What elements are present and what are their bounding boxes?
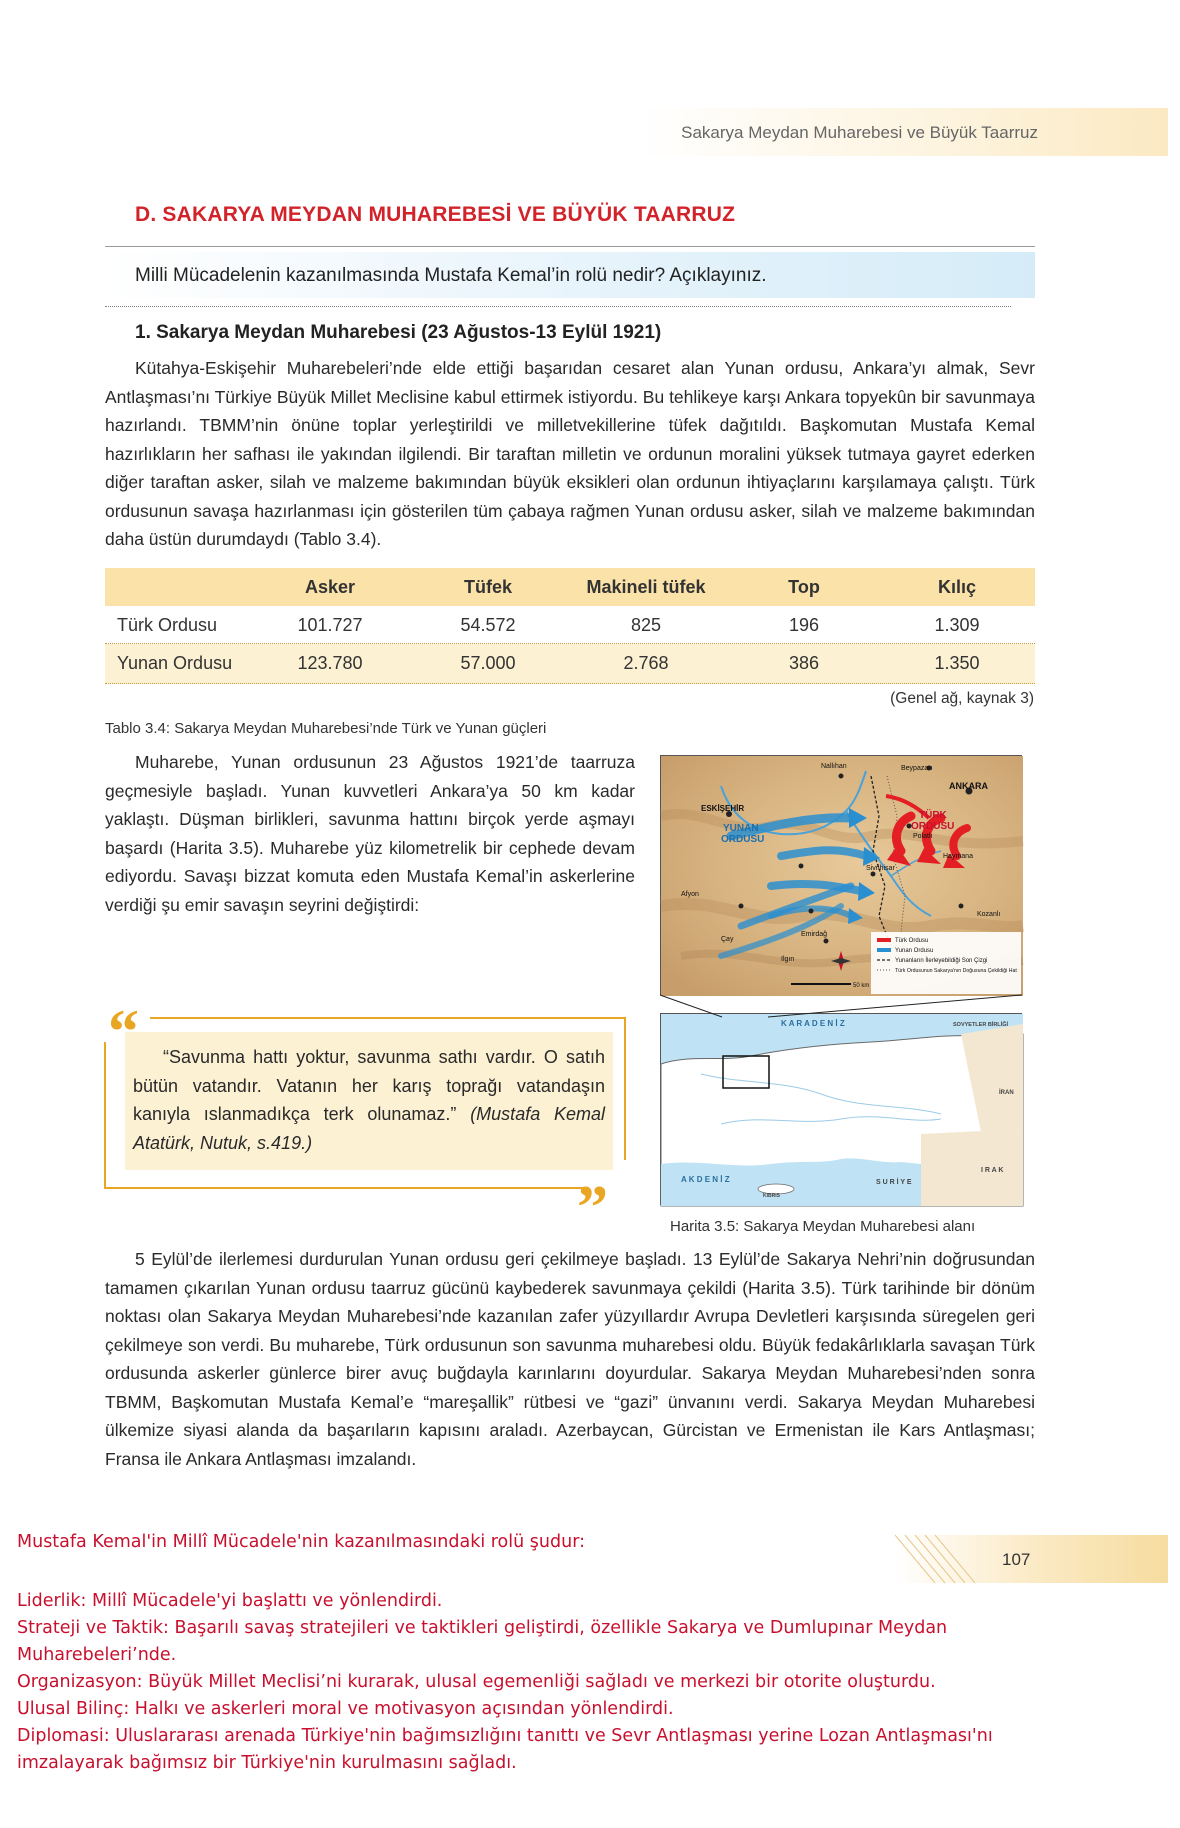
table-cell: 123.780	[297, 653, 363, 673]
map-label-kozanli: Kozanlı	[977, 911, 1001, 918]
divider	[105, 246, 1035, 247]
answer-line: Ulusal Bilinç: Halkı ve askerleri moral ve motivasyon açısından yönlendirdi.	[17, 1699, 674, 1719]
table-cell: 101.727	[297, 615, 363, 635]
map-label-nallihan: Nallıhan	[821, 763, 847, 770]
battle-map	[660, 755, 1022, 995]
turkey-inset-map	[660, 1013, 1022, 1205]
map-label-sivrihisar: Sivrihisar	[866, 865, 895, 872]
table-cell: 1.350	[934, 653, 980, 673]
battle-map-graphic	[661, 756, 1023, 996]
map-label-ilgin: Ilgın	[781, 956, 795, 963]
table-cell: 1.309	[934, 615, 980, 635]
table-row	[105, 644, 1035, 684]
close-quote-icon: ”	[577, 1174, 608, 1242]
page-tab-lines	[895, 1535, 1168, 1583]
legend-last-line: Yunanların İlerleyebildiği Son Çizgi	[895, 958, 988, 964]
inset-label-irak: I R A K	[981, 1167, 1004, 1174]
table-cell: 386	[788, 653, 820, 673]
legend-yunan: Yunan Ordusu	[895, 948, 934, 954]
running-header: Sakarya Meydan Muharebesi ve Büyük Taarruz	[681, 123, 1038, 142]
answer-line: Muharebeleri’nde.	[17, 1645, 177, 1665]
map-label-eskisehir: ESKİŞEHİR	[701, 804, 745, 813]
table-caption: Tablo 3.4: Sakarya Meydan Muharebesi’nde Türk ve Yunan güçleri	[105, 720, 547, 737]
forces-table	[105, 568, 1035, 688]
divider	[105, 306, 1011, 307]
quote-body: “Savunma hattı yoktur, savunma sathı vardır. O satıh bütün vatandır. Vatanın her karış toprağı vatandaşın kanıyla ıslanmadıkça terk olunamaz.”	[133, 1047, 605, 1125]
section-title: D. SAKARYA MEYDAN MUHAREBESİ VE BÜYÜK TAARRUZ	[135, 203, 736, 226]
map-label-cay: Çay	[721, 936, 734, 943]
paragraph-battle: Muharebe, Yunan ordusunun 23 Ağustos 1921’de taarruza geçmesiyle başladı. Yunan kuvvetleri Ankara’ya 50 km kadar yaklaştı. Düşman birlikleri, savunma hattını birçok yerde aşmayı başardı (Harita 3.5). Muharebe yüz kilometrelik bir cephede devam ediyordu. Savaşı bizzat komuta eden Mustafa Kemal’in askerlerine verdiği şu emir savaşın seyrini değiştirdi:	[105, 752, 635, 915]
map-label-polatli: Polatlı	[913, 833, 933, 840]
answer-intro: Mustafa Kemal'in Millî Mücadele'nin kazanılmasındaki rolü şudur:	[17, 1532, 585, 1552]
table-cell: 54.572	[460, 615, 516, 635]
answer-line: Strateji ve Taktik: Başarılı savaş stratejileri ve taktikleri geliştirdi, özellikle Sakarya ve Dumlupınar Meydan	[17, 1618, 948, 1638]
answer-line: Organizasyon: Büyük Millet Meclisi’ni kurarak, ulusal egemenliği sağladı ve merkezi bir otorite oluşturdu.	[17, 1672, 936, 1692]
table-cell: Yunan Ordusu	[117, 653, 233, 673]
question-text: Milli Mücadelenin kazanılmasında Mustafa Kemal’in rolü nedir? Açıklayınız.	[135, 265, 767, 286]
table-cell: 57.000	[460, 653, 516, 673]
map-connector-lines	[660, 995, 1022, 1017]
map-label-turk-ordusu: ORDUSU	[911, 821, 955, 832]
map-label-haymana: Haymana	[943, 853, 973, 860]
answer-line: imzalayarak bağımsız bir Türkiye'nin kurulmasını sağladı.	[17, 1753, 517, 1773]
map-caption: Harita 3.5: Sakarya Meydan Muharebesi alanı	[670, 1218, 976, 1235]
quote-text	[133, 1043, 605, 1157]
table-cell: 196	[788, 615, 820, 635]
table-row	[105, 606, 1035, 644]
subsection-title: 1. Sakarya Meydan Muharebesi (23 Ağustos-13 Eylül 1921)	[135, 322, 662, 343]
page-number: 107	[1002, 1550, 1031, 1569]
table-header-cell: Top	[788, 577, 820, 597]
map-label-beypazari: Beypazarı	[901, 765, 933, 772]
map-scale: 50 km	[853, 983, 870, 989]
map-label-ankara: ANKARA	[949, 781, 988, 791]
inset-label-iran: İRAN	[999, 1090, 1014, 1096]
quote-citation: (Mustafa Kemal Atatürk, Nutuk, s.419.)	[133, 1104, 605, 1153]
inset-label-karadeniz: K A R A D E N İ Z	[781, 1019, 845, 1028]
table-cell: 2.768	[623, 653, 669, 673]
legend-turk: Türk Ordusu	[895, 938, 929, 944]
inset-map-graphic	[661, 1014, 1023, 1206]
legend-swatch-yunan	[877, 948, 891, 952]
answer-line: Liderlik: Millî Mücadele'yi başlattı ve yönlendirdi.	[17, 1591, 443, 1611]
paragraph-intro: Kütahya-Eskişehir Muharebeleri’nde elde ettiği başarıdan cesaret alan Yunan ordusu, Ankara’yı almak, Sevr Antlaşması’nı Türkiye Büyük Millet Meclisine kabul ettirmek istiyordu. Bu tehlikeye karşı Ankara topyekûn bir savunmaya hazırlandı. TBMM’nin önüne toplar yerleştirildi ve milletvekillerine tüfek dağıtıldı. Başkomutan Mustafa Kemal hazırlıkların her safhası ile yakından ilgilendi. Bir taraftan milletin ve ordunun moralini yüksek tutmaya gayret ederken diğer taraftan asker, silah ve malzeme bakımından büyük eksikleri olan ordunun ihtiyaçlarını karşılamaya çalıştı. Türk ordusunun savaşa hazırlanması için gösterilen tüm çabaya rağmen Yunan ordusu asker, silah ve malzeme bakımından daha üstün durumdaydı (Tablo 3.4).	[105, 358, 1035, 549]
inset-label-suriye: S U R İ Y E	[876, 1179, 912, 1186]
legend-withdraw-line: Türk Ordusunun Sakarya'nın Doğusuna Çekildiği Hat	[895, 968, 1017, 974]
answer-line: Diplomasi: Uluslararası arenada Türkiye'nin bağımsızlığını tanıttı ve Sevr Antlaşması yerine Lozan Antlaşması'nı	[17, 1726, 993, 1746]
map-label-turk: TÜRK	[919, 810, 947, 821]
map-label-emirdag: Emirdağ	[801, 931, 828, 938]
open-quote-icon: “	[108, 998, 139, 1066]
table-header-cell: Asker	[304, 577, 356, 597]
legend-swatch-turk	[877, 938, 891, 942]
inset-label-akdeniz: A K D E N İ Z	[681, 1175, 730, 1184]
inset-label-sovyetler: SOVYETLER BİRLİĞİ	[953, 1022, 1009, 1028]
table-header-cell: Kılıç	[937, 577, 977, 597]
paragraph-outcome: 5 Eylül’de ilerlemesi durdurulan Yunan ordusu geri çekilmeye başladı. 13 Eylül’de Sakarya Nehri’nin doğrusundan tamamen çıkarılan Yunan ordusu taarruz gücünü kaybederek savunmaya çekildi (Harita 3.5). Türk tarihinde bir dönüm noktası olan Sakarya Meydan Muharebesi’nde kazanılan zafer yüzyıllardır Avrupa Devletleri karşısında süregelen geri çekilmeye son verdi. Bu muharebe, Türk ordusunun son savunma muharebesi oldu. Büyük fedakârlıklarla savaşan Türk ordusunda askerler günlerce birer avuç buğdayla karınlarını doyurdular. Sakarya Meydan Muharebesi’nden sonra TBMM, Başkomutan Mustafa Kemal’e “mareşallik” rütbesi ve “gazi” ünvanını verdi. Sakarya Meydan Muharebesi ülkemize siyasi alanda da başarıların kapısını araladı. Azerbaycan, Gürcistan ve Ermenistan ile Kars Antlaşması; Fransa ile Ankara Antlaşması imzalandı.	[105, 1249, 1035, 1469]
table-source: (Genel ağ, kaynak 3)	[890, 690, 1034, 707]
table-cell: Türk Ordusu	[117, 615, 218, 635]
map-label-afyon: Afyon	[681, 891, 699, 898]
table-header-cell: Makineli tüfek	[586, 577, 706, 597]
table-header-row	[105, 568, 1035, 606]
map-label-ordusu: ORDUSU	[721, 834, 765, 845]
table-header-cell: Tüfek	[463, 577, 513, 597]
map-label-yunan: YUNAN	[723, 823, 759, 834]
inset-label-kibris: KIBRIS	[763, 1193, 780, 1199]
table-cell: 825	[630, 615, 662, 635]
